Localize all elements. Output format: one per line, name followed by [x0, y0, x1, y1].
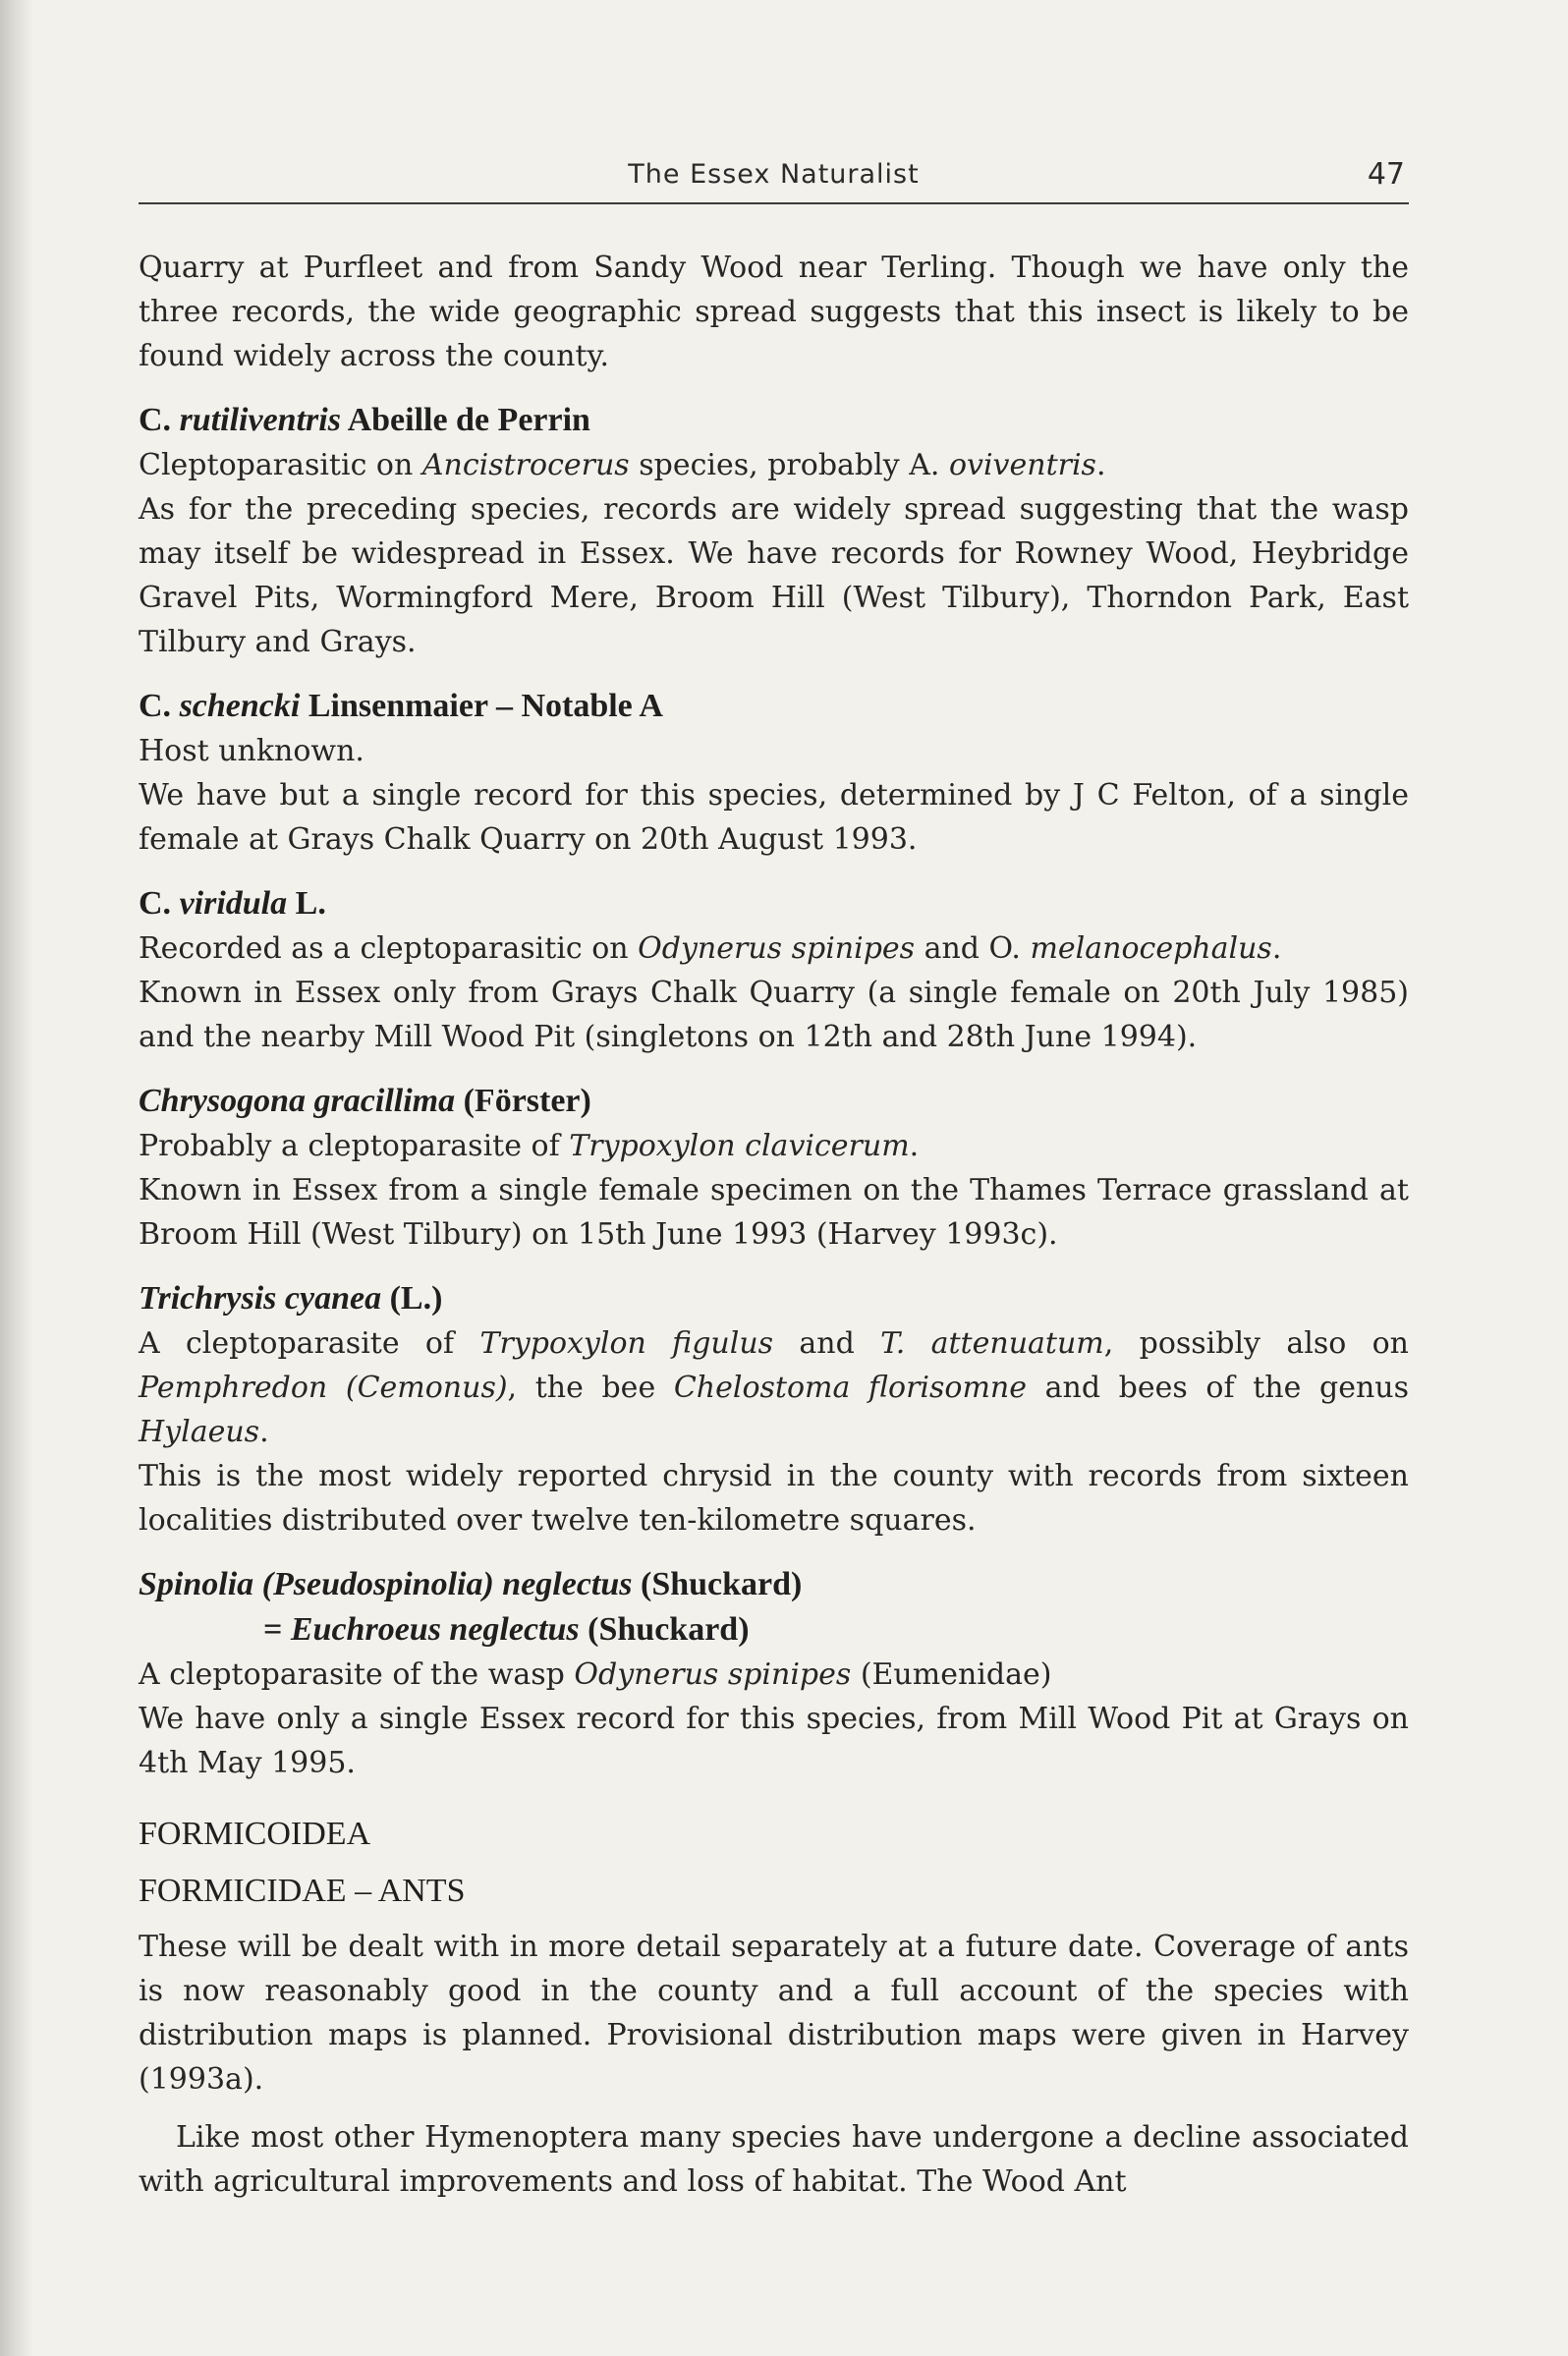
- species-notes: We have only a single Essex record for this species, from Mill Wood Pit at Grays on 4th May 1995.: [139, 1702, 1409, 1780]
- species-authority: (Shuckard): [641, 1566, 803, 1602]
- journal-page: [139, 157, 1409, 2204]
- species-heading: [139, 1079, 1409, 1124]
- page-number: 47: [1367, 157, 1405, 192]
- opening-paragraph: Quarry at Purfleet and from Sandy Wood near Terling. Though we have only the three records, the wide geographic spread suggests that this insect is likely to be found widely across the county.: [139, 251, 1409, 373]
- species-entry-trichrysis-cyanea: [139, 1276, 1409, 1543]
- host-text: .: [1095, 448, 1106, 482]
- running-header: [139, 157, 1409, 204]
- species-notes: This is the most widely reported chrysid in the county with records from sixteen localities distributed over twelve ten-kilometre squares.: [139, 1459, 1409, 1538]
- host-taxon: Ancistrocerus: [421, 448, 630, 482]
- species-authority: Linsenmaier – Notable A: [308, 688, 663, 724]
- host-text: , possibly also on: [1103, 1326, 1410, 1361]
- host-line: [139, 1124, 1409, 1168]
- species-notes: We have but a single record for this species, determined by J C Felton, of a single female at Grays Chalk Quarry on 20th August 1993.: [139, 778, 1409, 857]
- species-genus: C.: [139, 885, 172, 922]
- species-heading: [139, 398, 1409, 443]
- host-taxon: Trypoxylon figulus: [479, 1326, 774, 1361]
- host-text: .: [259, 1415, 269, 1449]
- species-name: Spinolia (Pseudospinolia) neglectus: [139, 1566, 633, 1602]
- host-line: [139, 1321, 1409, 1454]
- species-entry-chrysogona-gracillima: [139, 1079, 1409, 1257]
- synonym-name: Euchroeus neglectus: [290, 1611, 580, 1648]
- host-text: and bees of the genus: [1027, 1371, 1409, 1405]
- superfamily-heading: FORMICOIDEA: [139, 1816, 371, 1852]
- species-notes: Known in Essex only from Grays Chalk Quarry (a single female on 20th July 1985) and the nearby Mill Wood Pit (singletons on 12th and 28th June 1994).: [139, 976, 1409, 1054]
- species-notes: As for the preceding species, records are widely spread suggesting that the wasp may itself be widespread in Essex. We have records for Rowney Wood, Heybridge Gravel Pits, Wormingford Mere, Broom Hill (West Tilbury), Thorndon Park, East Tilbury and Grays.: [139, 492, 1409, 659]
- species-entry-rutiliventris: [139, 398, 1409, 664]
- species-authority: L.: [295, 885, 326, 922]
- family-heading: FORMICIDAE – ANTS: [139, 1873, 466, 1909]
- species-epithet: viridula: [179, 885, 288, 922]
- host-line: [139, 1653, 1409, 1697]
- host-taxon: Odynerus spinipes: [574, 1657, 852, 1692]
- synonym-heading: [139, 1607, 1409, 1653]
- species-entry-viridula: [139, 881, 1409, 1059]
- host-line: [139, 443, 1409, 487]
- host-text: .: [1271, 931, 1282, 966]
- host-taxon: melanocephalus: [1030, 931, 1272, 966]
- species-notes: Known in Essex from a single female specimen on the Thames Terrace grassland at Broom Hill (West Tilbury) on 15th June 1993 (Harvey 1993c).: [139, 1173, 1409, 1252]
- synonym-authority: (Shuckard): [588, 1611, 750, 1648]
- running-title: The Essex Naturalist: [628, 159, 920, 190]
- host-text: A cleptoparasite of the wasp: [139, 1657, 575, 1692]
- species-name: Trichrysis cyanea: [139, 1280, 382, 1317]
- species-entry-schencki: [139, 684, 1409, 862]
- species-heading: [139, 684, 1409, 729]
- host-text: Recorded as a cleptoparasitic on: [139, 931, 639, 966]
- host-text: , the bee: [507, 1371, 674, 1405]
- host-text: A cleptoparasite of: [139, 1326, 480, 1361]
- host-taxon: Trypoxylon clavicerum: [569, 1129, 910, 1163]
- species-entry-spinolia-neglectus: [139, 1562, 1409, 1785]
- species-heading: [139, 881, 1409, 926]
- species-authority: (L.): [389, 1280, 443, 1317]
- species-authority: (Förster): [463, 1083, 591, 1119]
- host-text: and: [773, 1326, 881, 1361]
- species-epithet: schencki: [179, 688, 301, 724]
- host-text: species, probably A.: [629, 448, 949, 482]
- host-text: (Eumenidae): [851, 1657, 1052, 1692]
- synonym-prefix: =: [263, 1611, 291, 1648]
- species-heading: [139, 1562, 1409, 1607]
- ants-paragraph-2: Like most other Hymenoptera many species have undergone a decline associated with agricultural improvements and loss of habitat. The Wood Ant: [139, 2120, 1409, 2199]
- host-text: and O.: [915, 931, 1031, 966]
- host-line: [139, 926, 1409, 971]
- host-taxon: Hylaeus: [139, 1415, 260, 1449]
- book-spine-shadow: [0, 0, 33, 2356]
- species-authority: Abeille de Perrin: [347, 402, 590, 438]
- host-text: Cleptoparasitic on: [139, 448, 422, 482]
- host-taxon: Odynerus spinipes: [638, 931, 916, 966]
- host-taxon: T. attenuatum: [880, 1326, 1104, 1361]
- host-line: Host unknown.: [139, 734, 364, 768]
- host-taxon: Pemphredon (Cemonus): [139, 1371, 508, 1405]
- host-text: .: [909, 1129, 920, 1163]
- ants-paragraph-1: These will be dealt with in more detail separately at a future date. Coverage of ants is now reasonably good in the county and a full account of the species with distribution maps is planned. Provisional distribution maps were given in Harvey (1993a).: [139, 1930, 1409, 2097]
- species-genus: C.: [139, 688, 172, 724]
- species-name: Chrysogona gracillima: [139, 1083, 456, 1119]
- host-taxon: oviventris: [948, 448, 1096, 482]
- species-genus: C.: [139, 402, 172, 438]
- page-body: [139, 246, 1409, 2204]
- host-taxon: Chelostoma florisomne: [673, 1371, 1027, 1405]
- host-text: Probably a cleptoparasite of: [139, 1129, 570, 1163]
- species-heading: [139, 1276, 1409, 1321]
- species-epithet: rutiliventris: [179, 402, 341, 438]
